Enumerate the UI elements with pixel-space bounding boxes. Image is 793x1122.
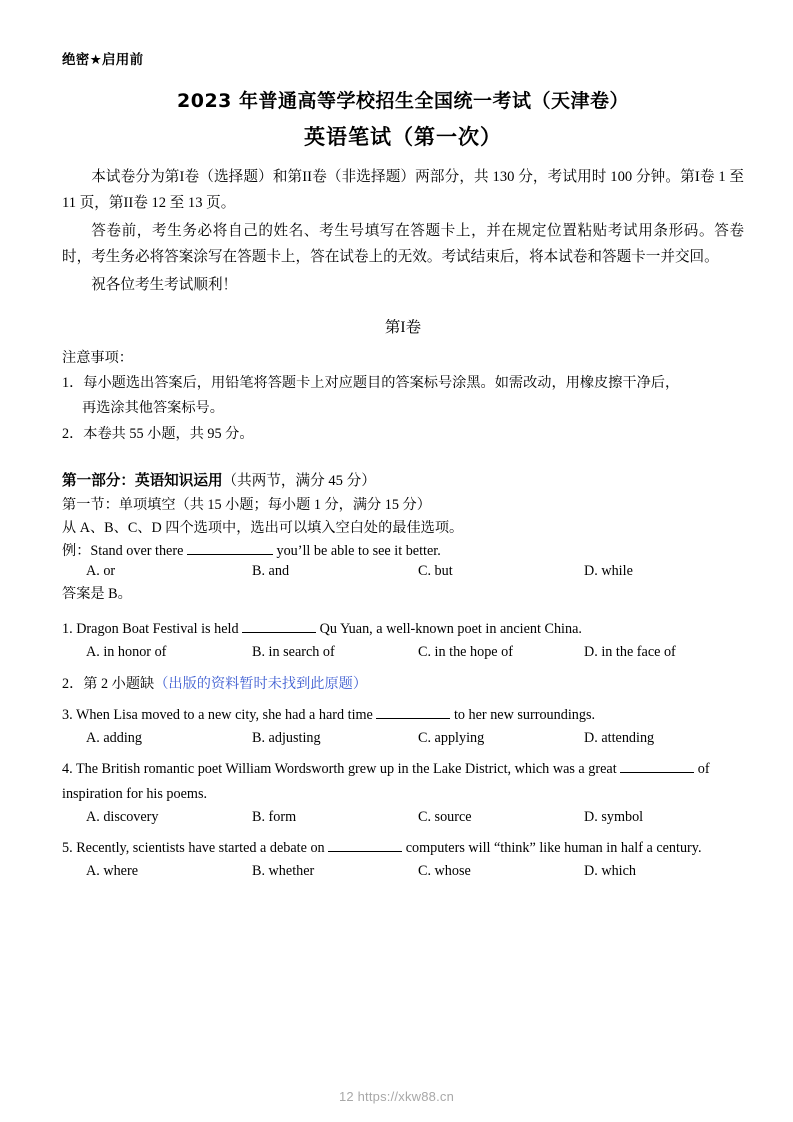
notice-item-2: 2．本卷共 55 小题，共 95 分。 xyxy=(62,426,254,443)
question-5-number: 5. xyxy=(62,839,73,856)
question-3-stem-before: When Lisa moved to a new city, she had a hard time xyxy=(75,707,373,724)
question-1-option-a[interactable]: A. in honor of xyxy=(86,644,167,661)
example-options xyxy=(62,563,744,580)
example-option-c[interactable]: C. but xyxy=(418,563,453,580)
question-2-missing-text: 2．第 2 小题缺 xyxy=(62,676,155,693)
page-footer-watermark: 12 https://xkw88.cn xyxy=(338,1089,455,1104)
secret-label: 绝密★启用前 xyxy=(62,52,144,68)
question-1-stem-after: Qu Yuan, a well-known poet in ancient China. xyxy=(319,621,582,638)
notice-heading: 注意事项： xyxy=(62,349,133,366)
intro-paragraph-2: 答卷前，考生务必将自己的姓名、考生号填写在答题卡上，并在规定位置粘贴考试用条形码。答卷时，考生务必将答案涂写在答题卡上，答在试卷上的无效。考试结束后，将本试卷和答题卡一并交回。 xyxy=(62,223,744,265)
question-4-option-c[interactable]: C. source xyxy=(418,808,472,825)
page-title: 2023 年普通高等学校招生全国统一考试（天津卷） xyxy=(177,90,629,112)
example-answer-blank xyxy=(187,541,273,555)
example-option-a[interactable]: A. or xyxy=(86,563,116,580)
example-option-b[interactable]: B. and xyxy=(252,563,290,580)
question-1-stem-before: Dragon Boat Festival is held xyxy=(76,621,239,638)
intro-paragraph-3: 祝各位考生考试顺利！ xyxy=(91,277,238,294)
question-4-number: 4. xyxy=(62,761,73,778)
question-1-option-c[interactable]: C. in the hope of xyxy=(418,644,513,661)
question-5-answer-blank xyxy=(328,837,402,851)
question-3-stem-after: to her new surroundings. xyxy=(453,707,596,724)
example-stem-before: Stand over there xyxy=(90,543,184,560)
question-1-answer-blank xyxy=(242,619,316,633)
question-5-option-a[interactable]: A. where xyxy=(86,862,138,879)
question-4-option-d[interactable]: D. symbol xyxy=(584,808,644,825)
example-answer: 答案是 B。 xyxy=(62,586,132,603)
section-title: 第I卷 xyxy=(384,318,422,336)
part-heading-normal: （共两节，满分 45 分） xyxy=(222,473,376,490)
question-4-stem-before: The British romantic poet William Wordsworth grew up in the Lake District, which was a great xyxy=(75,761,617,778)
question-4-options xyxy=(62,809,744,826)
question-4-option-b[interactable]: B. form xyxy=(252,808,297,825)
example-option-d[interactable]: D. while xyxy=(584,563,633,580)
question-4-stem-after: of inspiration for his poems. xyxy=(62,761,710,802)
question-3-answer-blank xyxy=(376,705,450,719)
notice-item-1-line-1: 1．每小题选出答案后，用铅笔将答题卡上对应题目的答案标号涂黑。如需改动，用橡皮擦干净后， xyxy=(62,374,680,391)
question-3-option-d[interactable]: D. attending xyxy=(584,730,655,747)
question-5-option-c[interactable]: C. whose xyxy=(418,862,471,879)
page-subtitle: 英语笔试（第一次） xyxy=(304,124,502,149)
example-question xyxy=(62,540,744,560)
question-2-missing-note: （出版的资料暂时未找到此原题） xyxy=(154,676,368,693)
part-heading-bold: 第一部分：英语知识运用 xyxy=(62,473,223,490)
question-3-option-c[interactable]: C. applying xyxy=(418,730,485,747)
question-5-option-d[interactable]: D. which xyxy=(584,862,637,879)
section-one-instruction: 从 A、B、C、D 四个选项中，选出可以填入空白处的最佳选项。 xyxy=(62,520,464,537)
question-3-number: 3. xyxy=(62,707,73,724)
part-heading xyxy=(62,469,744,490)
question-1-options xyxy=(62,644,744,661)
question-5 xyxy=(62,836,744,860)
question-3-option-b[interactable]: B. adjusting xyxy=(252,730,321,747)
notice-item-1 xyxy=(62,371,744,421)
question-1 xyxy=(62,617,744,641)
question-4-answer-blank xyxy=(620,759,694,773)
example-stem-after: you’ll be able to see it better. xyxy=(276,543,441,560)
question-5-option-b[interactable]: B. whether xyxy=(252,862,315,879)
question-2-missing xyxy=(62,673,744,693)
question-4-option-a[interactable]: A. discovery xyxy=(86,808,159,825)
question-1-option-d[interactable]: D. in the face of xyxy=(584,644,676,661)
example-label: 例： xyxy=(62,543,91,560)
question-1-number: 1. xyxy=(62,621,73,638)
intro-paragraph-1: 本试卷分为第I卷（选择题）和第II卷（非选择题）两部分，共 130 分，考试用时 100 分钟。第I卷 1 至 11 页，第II卷 12 至 13 页。 xyxy=(62,169,744,211)
question-3-options xyxy=(62,730,744,747)
question-3-option-a[interactable]: A. adding xyxy=(86,730,142,747)
notice-item-1-line-2: 再选涂其他答案标号。 xyxy=(82,399,224,416)
document-content xyxy=(62,48,744,883)
question-4 xyxy=(62,757,744,805)
question-3 xyxy=(62,703,744,727)
question-1-option-b[interactable]: B. in search of xyxy=(252,644,335,661)
question-5-stem-before: Recently, scientists have started a debate on xyxy=(76,839,325,856)
question-5-options xyxy=(62,863,744,880)
question-5-stem-after: computers will “think” like human in half a century. xyxy=(405,839,702,856)
section-one-heading: 第一节：单项填空（共 15 小题；每小题 1 分，满分 15 分） xyxy=(62,497,431,514)
